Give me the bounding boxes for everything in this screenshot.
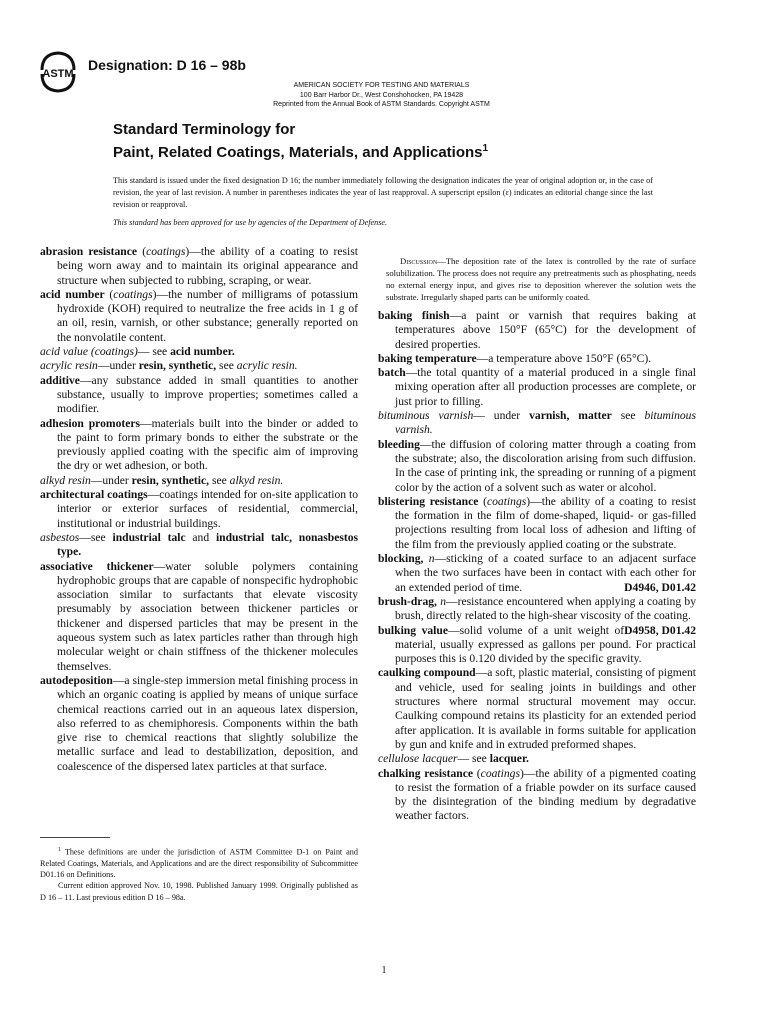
brush-drag-references: D4958, D01.42: [624, 623, 696, 637]
footnote-divider: [40, 837, 110, 838]
title-line-1: Standard Terminology for: [113, 121, 296, 138]
society-name: AMERICAN SOCIETY FOR TESTING AND MATERIALS: [293, 82, 470, 89]
footnote-edition: Current edition approved Nov. 10, 1998. Published January 1999. Originally published as D 16 – 11. Last previous edition D 16 – 98a.: [40, 881, 358, 902]
entry-blistering-resistance: blistering resistance (coatings)—the ability of a coating to resist the formation in the film of dome-shaped, liquid- or gas-filled projections resulting from local loss of adhesion and lifting of the film from the previously applied coating or the substrate.: [378, 494, 696, 551]
entry-bituminous-varnish: bituminous varnish— under varnish, matter see bituminous varnish.: [378, 409, 696, 437]
entry-asbestos: asbestos—see industrial talc and industrial talc, nonasbestos type.: [40, 530, 359, 559]
blocking-references: D4946, D01.42: [624, 580, 696, 594]
entry-blocking: blocking, n—sticking of a coated surface to an adjacent surface when the two surfaces have been in contact with each other for an extended period of time. D4946, D01.42: [378, 552, 696, 594]
page-number: 1: [381, 965, 387, 976]
svg-text:ASTM: ASTM: [42, 68, 74, 80]
entry-bulking-value: bulking value—solid volume of a unit weight of material, usually expressed as gallons per pound. For practical purposes this is 0.120 divided by the specific gravity.: [378, 623, 696, 666]
entry-abrasion-resistance: abrasion resistance (coatings)—the ability of a coating to resist being worn away and to maintain its original appearance and structure when subjected to rubbing, scraping, or wear.: [40, 245, 358, 287]
entry-adhesion-promoters: adhesion promoters—materials built into the binder or added to the paint to form primary bonds to either the substrate or the previously applied coating with the specific aim of improving the dry or wet adhesion, or both.: [40, 416, 359, 473]
issue-note: This standard is issued under the fixed designation D 16; the number immediately following the designation indicates the year of original adoption or, in the case of revision, the year of last revision. A number in parentheses indicates the year of last reapproval. A superscript epsilon (ε) indicates an editorial change since the last revision or reapproval.: [113, 176, 653, 209]
entry-acid-value: acid value (coatings)— see acid number.: [40, 345, 235, 359]
entry-associative-thickener: associative thickener—water soluble polymers containing hydrophobic groups that are capable of nonspecific hydrophobic association similar to surfactants that elevate viscosity presumably by association between thickener particles or thickener and dispersed particles that may be present in the aqueous system such as latex particles rather than through high molecular weight or chain stiffness of the thickener molecules themselves.: [40, 559, 358, 673]
entry-chalking-resistance: chalking resistance (coatings)—the ability of a pigmented coating to resist the formation of a friable powder on its surface caused by the disintegration of the binding medium by degradative weather factors.: [378, 766, 696, 823]
entry-brush-drag: brush-drag, n—resistance encountered when applying a coating by brush, directly related to the high-shear viscosity of the coating. D4958, D01.42: [378, 594, 696, 637]
astm-logo: [38, 50, 78, 94]
document-title: [113, 120, 488, 162]
right-column: [378, 255, 696, 824]
entry-baking-finish: baking finish—a paint or varnish that requires baking at temperatures above 150°F (65°C) for the development of desired properties.: [378, 309, 696, 351]
entry-batch: batch—the total quantity of a material produced in a single final mixing operation after all production processes are complete, or just prior to filling.: [378, 366, 696, 408]
publisher-info: [240, 81, 523, 110]
entry-baking-temperature: baking temperature—a temperature above 150°F (65°C).: [378, 351, 652, 365]
entry-architectural-coatings: architectural coatings—coatings intended for on-site application to interior or exterior surfaces of residential, commercial, institutional or industrial buildings.: [40, 488, 358, 530]
title-line-2: Paint, Related Coatings, Materials, and Applications$^1$: [113, 143, 489, 161]
footnote: [40, 845, 358, 903]
entry-acrylic-resin: acrylic resin—under resin, synthetic, see acrylic resin.: [40, 359, 298, 373]
title-footnote-mark: 1: [482, 143, 489, 154]
entry-additive: additive—any substance added in small quantities to another substance, usually to improve properties; sometimes called a modifier.: [40, 373, 358, 416]
left-column: [40, 245, 358, 774]
reprint-notice: Reprinted from the Annual Book of ASTM Standards. Copyright ASTM: [273, 101, 490, 108]
entry-bleeding: bleeding—the diffusion of coloring matter through a coating from the substrate; also, the discoloration arising from such diffusion. In the case of printing ink, the spreading or running of a pigment color by the action of a solvent such as water or alcohol.: [378, 437, 696, 494]
entry-acid-number: acid number (coatings)—the number of milligrams of potassium hydroxide (KOH) required to neutralize the free acids in 1 g of an oil, resin, varnish, or other substance; generally reported on the nonvolatile content.: [40, 287, 358, 344]
entry-autodeposition: autodeposition—a single-step immersion metal finishing process in which an organic coating is applied by means of unique surface chemical reactions carried out in an aqueous latex dispersion, also referred to as chemiphoresis. Components within the bath give rise to chemical reactions that slightly solubilize the metallic surface and lead to destabilization, deposition, and coalescence of the dispersed latex particles at that surface.: [40, 673, 358, 773]
entry-caulking-compound: caulking compound—a soft, plastic material, consisting of pigment and vehicle, used for sealing joints in buildings and other structures where normal structural movement may occur. Caulking compound retains its plasticity for an extended period after application. It is available in forms suitable for application by gun and knife and in extruded preformed shapes.: [378, 666, 696, 751]
discussion-note: Discussion—The deposition rate of the latex is controlled by the rate of surface solubilization. The process does not require any pretreatments such as phosphating, needs no external energy input, and gives rise to deposition wherever the solution wets the substrate. Irregularly shaped parts can be uniformly coated.: [386, 256, 696, 302]
approval-note: This standard has been approved for use by agencies of the Department of Defense.: [113, 218, 388, 227]
entry-alkyd-resin: alkyd resin—under resin, synthetic, see alkyd resin.: [40, 473, 284, 487]
society-address: 100 Barr Harbor Dr., West Conshohocken, PA 19428: [299, 91, 464, 99]
footnote-jurisdiction: $^1$ These definitions are under the jurisdiction of ASTM Committee D-1 on Paint and Related Coatings, Materials, and Applications and are the direct responsibility of Subcommittee D01.16 on Definitions.: [40, 847, 358, 880]
entry-cellulose-lacquer: cellulose lacquer— see lacquer.: [378, 752, 529, 766]
designation: Designation: D 16 – 98b: [88, 57, 246, 73]
